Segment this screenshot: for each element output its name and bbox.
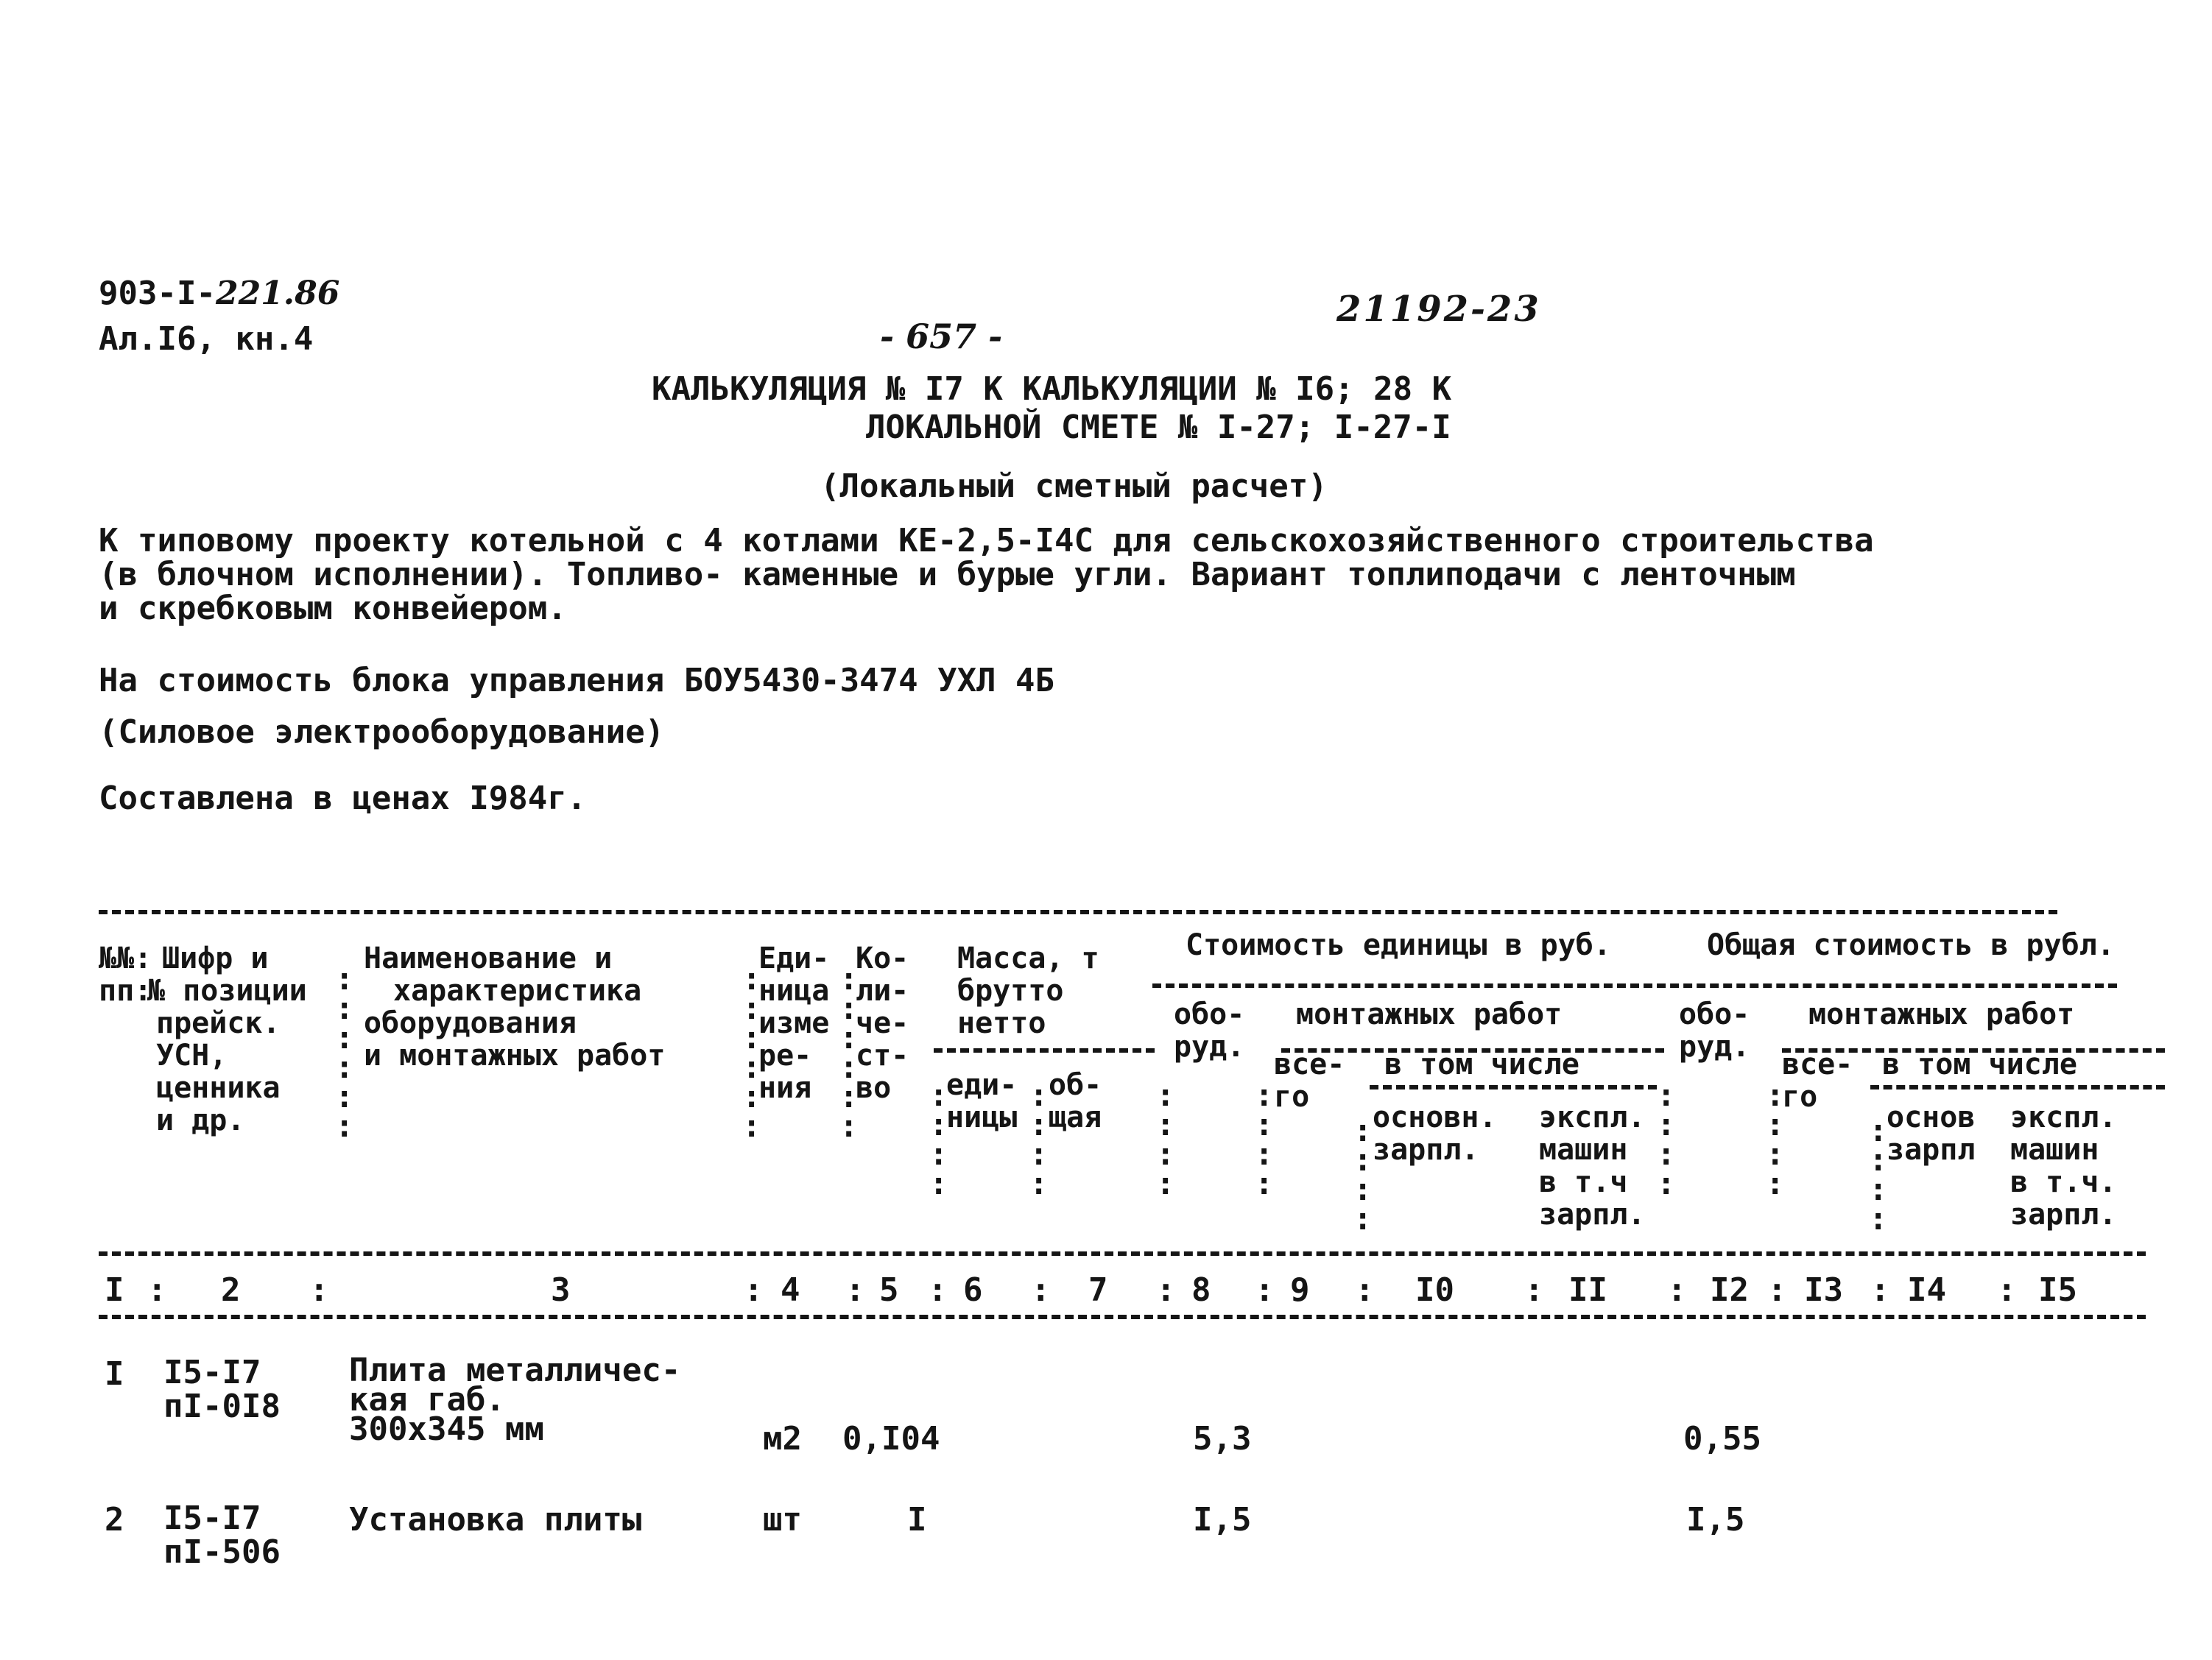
column-separator: : : : : bbox=[1029, 1077, 1049, 1201]
column-number: I0 bbox=[1415, 1271, 1454, 1309]
column-number-separator: : bbox=[1156, 1271, 1176, 1309]
column-number-separator: : bbox=[1870, 1271, 1890, 1309]
title-line-1: КАЛЬКУЛЯЦИЯ № I7 К КАЛЬКУЛЯЦИИ № I6; 28 К bbox=[652, 370, 1452, 408]
table-row-2-name: Установка плиты bbox=[349, 1501, 642, 1539]
column-number: I4 bbox=[1907, 1271, 1946, 1309]
album-reference: Ал.I6, кн.4 bbox=[99, 320, 314, 358]
header-unit-incl: в том числе bbox=[1384, 1048, 1579, 1081]
column-number: I bbox=[105, 1271, 124, 1309]
header-mass-total: об- щая bbox=[1049, 1068, 1102, 1134]
category-line: (Силовое электрооборудование) bbox=[99, 713, 665, 751]
column-number-separator: : bbox=[309, 1271, 329, 1309]
description-line: (в блочном исполнении). Топливо- каменные и бурые угли. Вариант топлиподачи с ленточным bbox=[99, 556, 1796, 593]
header-total-machines: экспл. машин в т.ч. зарпл. bbox=[2010, 1101, 2117, 1232]
column-number: I3 bbox=[1804, 1271, 1843, 1309]
column-number: 2 bbox=[221, 1271, 241, 1309]
column-separator: : : : : bbox=[1255, 1077, 1274, 1201]
header-total-montage-total: все- го bbox=[1782, 1048, 1853, 1114]
header-total-equipment: обо- руд. bbox=[1679, 997, 1750, 1064]
column-number-separator: : bbox=[744, 1271, 764, 1309]
header-unit-montage: монтажных работ bbox=[1296, 997, 1563, 1031]
column-number: 3 bbox=[551, 1271, 571, 1309]
table-row-2-total-equipment: I,5 bbox=[1686, 1501, 1745, 1539]
column-number-separator: : bbox=[1255, 1271, 1275, 1309]
header-total-montage: монтажных работ bbox=[1808, 997, 2075, 1031]
column-number-separator: : bbox=[1667, 1271, 1687, 1309]
title-subtitle: (Локальный сметный расчет) bbox=[820, 467, 1328, 505]
header-rule-cost bbox=[1152, 983, 2117, 988]
column-separator: : : : : bbox=[929, 1077, 948, 1201]
document-code: 903-I-221.86 bbox=[99, 275, 340, 312]
description-line: К типовому проекту котельной с 4 котлами КЕ-2,5-I4С для сельскохозяйственного строительства bbox=[99, 522, 1874, 559]
table-row-1-code: I5-I7 пI-0I8 bbox=[163, 1354, 281, 1425]
header-unit: Еди- ница изме ре- ния bbox=[758, 942, 830, 1105]
table-row-2-qty: I bbox=[907, 1501, 927, 1539]
column-number-separator: : bbox=[1355, 1271, 1375, 1309]
column-separator: : : : : bbox=[1657, 1077, 1676, 1201]
column-number: I2 bbox=[1710, 1271, 1749, 1309]
table-row-1-name: Плита металличес- кая габ. 300х345 мм bbox=[349, 1352, 681, 1448]
table-row-1-num: I bbox=[105, 1355, 124, 1393]
column-number: 9 bbox=[1290, 1271, 1310, 1309]
handwritten-number: 21192-23 bbox=[1336, 289, 1541, 330]
column-number: II bbox=[1568, 1271, 1607, 1309]
description-block bbox=[99, 524, 1874, 626]
header-unit-equipment: обо- руд. bbox=[1174, 997, 1245, 1064]
page-number: - 657 - bbox=[880, 317, 1003, 356]
table-row-1-unit-equipment: 5,3 bbox=[1193, 1420, 1252, 1458]
header-unit-montage-total: все- го bbox=[1274, 1048, 1345, 1114]
column-number: 8 bbox=[1191, 1271, 1211, 1309]
header-code-line2: № позиции bbox=[147, 974, 307, 1008]
header-quantity: Ко- ли- че- ст- во bbox=[856, 942, 909, 1105]
column-number: 5 bbox=[879, 1271, 899, 1309]
column-separator: : : : : bbox=[1353, 1112, 1373, 1237]
table-row-2-unit-equipment: I,5 bbox=[1193, 1501, 1252, 1539]
column-separator: : : : : : : bbox=[839, 961, 859, 1144]
header-rule-bottom bbox=[99, 1251, 2146, 1256]
header-total-incl: в том числе bbox=[1882, 1048, 2077, 1081]
column-separator: : : : : bbox=[1156, 1077, 1175, 1201]
column-number: 7 bbox=[1088, 1271, 1108, 1309]
header-rule-top bbox=[99, 910, 2057, 914]
column-separator: : : : : : : bbox=[335, 961, 354, 1144]
handwritten-code: 221.86 bbox=[215, 275, 340, 312]
column-number: I5 bbox=[2038, 1271, 2077, 1309]
table-row-1-unit: м2 bbox=[763, 1420, 802, 1458]
header-rule-mass bbox=[934, 1048, 1155, 1053]
column-number-separator: : bbox=[1997, 1271, 2017, 1309]
header-code-rest: прейск. УСН, ценника и др. bbox=[156, 1006, 281, 1137]
table-row-2-num: 2 bbox=[105, 1501, 124, 1539]
column-number-separator: : bbox=[845, 1271, 865, 1309]
header-code-line1: Шифр и bbox=[162, 942, 269, 975]
header-unit-machines: экспл. машин в т.ч зарпл. bbox=[1539, 1101, 1646, 1232]
header-mass: Масса, т брутто нетто bbox=[957, 942, 1099, 1040]
header-rule-incl-total bbox=[1870, 1085, 2165, 1089]
header-mass-unit: еди- ницы bbox=[946, 1068, 1018, 1134]
column-separator: : : : : : : bbox=[742, 961, 761, 1144]
cost-of-line: На стоимость блока управления БОУ5430-3474 УХЛ 4Б bbox=[99, 662, 1055, 699]
column-number-separator: : bbox=[1524, 1271, 1544, 1309]
column-number-separator: : bbox=[928, 1271, 948, 1309]
column-number-separator: : bbox=[1767, 1271, 1787, 1309]
column-number: 6 bbox=[963, 1271, 983, 1309]
column-number-separator: : bbox=[147, 1271, 167, 1309]
prices-line: Составлена в ценах I984г. bbox=[99, 780, 587, 817]
column-separator: : : : : bbox=[1869, 1112, 1888, 1237]
description-line: и скребковым конвейером. bbox=[99, 590, 567, 627]
column-number-separator: : bbox=[1031, 1271, 1051, 1309]
header-unit-cost: Стоимость единицы в руб. bbox=[1186, 928, 1611, 962]
header-rule-incl-unit bbox=[1370, 1085, 1657, 1089]
header-unit-salary: основн. зарпл. bbox=[1373, 1101, 1497, 1167]
column-separator: : : : : bbox=[1766, 1077, 1785, 1201]
table-row-1-qty: 0,I04 bbox=[842, 1420, 940, 1458]
column-number-rule bbox=[99, 1315, 2146, 1319]
title-line-2: ЛОКАЛЬНОЙ СМЕТЕ № I-27; I-27-I bbox=[866, 409, 1451, 446]
header-total-salary: основ зарпл bbox=[1887, 1101, 1976, 1167]
header-num: №№: пп: bbox=[99, 942, 152, 1008]
column-number: 4 bbox=[781, 1271, 800, 1309]
table-row-2-unit: шт bbox=[763, 1501, 802, 1539]
table-row-1-total-equipment: 0,55 bbox=[1683, 1420, 1761, 1458]
table-row-2-code: I5-I7 пI-506 bbox=[163, 1500, 281, 1571]
header-name: Наименование и характеристика оборудования и монтажных работ bbox=[364, 942, 666, 1073]
header-total-cost: Общая стоимость в рубл. bbox=[1707, 928, 2115, 962]
